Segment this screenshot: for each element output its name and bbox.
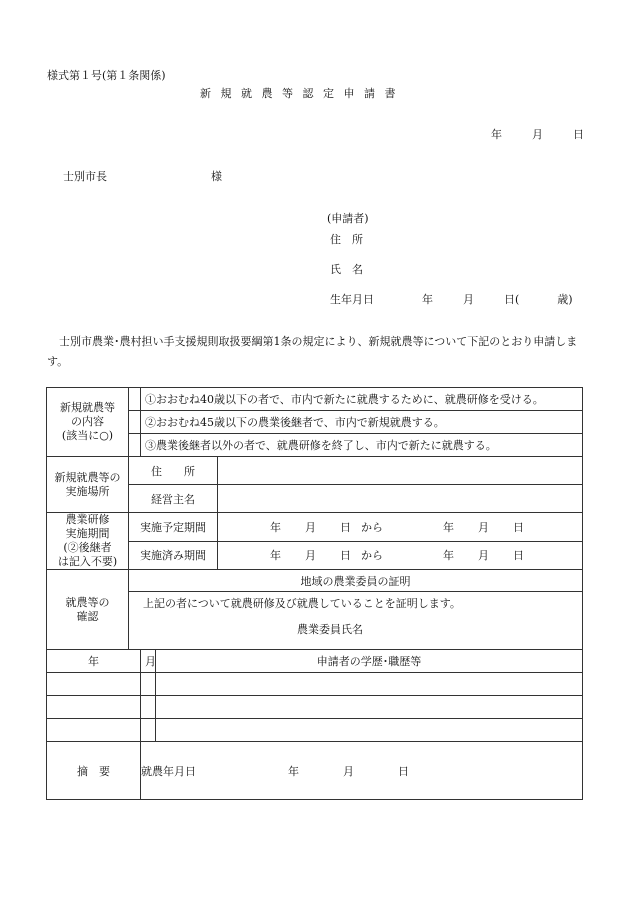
summary-label: 摘 要 bbox=[47, 742, 141, 800]
history-detail-cell[interactable] bbox=[156, 673, 583, 696]
content-option-3: ③農業後継者以外の者で、就農研修を終了し、市内で新たに就農する。 bbox=[141, 434, 583, 457]
date-month: 月 bbox=[532, 128, 543, 141]
history-detail-header: 申請者の学歴･職歴等 bbox=[156, 650, 583, 673]
history-year-header: 年 bbox=[47, 650, 141, 673]
training-label: 農業研修 実施期間 (②後継者 は記入不要) bbox=[47, 513, 129, 570]
content-option-1: ①おおむね40歳以下の者で、市内で新たに就農するために、就農研修を受ける。 bbox=[141, 388, 583, 411]
history-detail-cell[interactable] bbox=[156, 696, 583, 719]
confirm-signer: 農業委員氏名 bbox=[297, 623, 363, 636]
applicant-birthdate bbox=[330, 291, 573, 307]
birthdate-label: 生年月日 bbox=[330, 293, 374, 306]
form-number: 様式第１号(第１条関係) bbox=[47, 69, 166, 82]
content-check-2[interactable] bbox=[129, 411, 141, 434]
date-year: 年 bbox=[491, 128, 502, 141]
training-completed-dates[interactable]: 年 月 日 から 年 月 日 bbox=[218, 541, 583, 570]
addressee-honorific: 様 bbox=[211, 170, 222, 183]
location-address-label: 住 所 bbox=[129, 457, 218, 485]
history-detail-cell[interactable] bbox=[156, 719, 583, 742]
confirm-heading: 地域の農業委員の証明 bbox=[129, 570, 583, 592]
content-label: 新規就農等 の内容 (該当に○) bbox=[47, 388, 129, 457]
location-manager-label: 経営主名 bbox=[129, 485, 218, 513]
birth-age: 歳) bbox=[557, 293, 573, 306]
applicant-heading: (申請者) bbox=[327, 212, 369, 225]
history-row bbox=[47, 673, 583, 696]
document-title: 新規就農等認定申請書 bbox=[200, 87, 405, 100]
location-address-field[interactable] bbox=[218, 457, 583, 485]
content-row-1 bbox=[47, 388, 583, 411]
submission-date bbox=[491, 126, 584, 142]
birth-day: 日( bbox=[504, 293, 520, 306]
location-row-1 bbox=[47, 457, 583, 485]
content-check-3[interactable] bbox=[129, 434, 141, 457]
summary-start-date[interactable]: 就農年月日 年 月 日 bbox=[141, 742, 583, 800]
history-row bbox=[47, 719, 583, 742]
history-row bbox=[47, 696, 583, 719]
birth-month: 月 bbox=[463, 293, 474, 306]
application-table bbox=[46, 387, 583, 800]
content-option-2: ②おおむね45歳以下の農業後継者で、市内で新規就農する。 bbox=[141, 411, 583, 434]
summary-row bbox=[47, 742, 583, 800]
summary-start-label: 就農年月日 bbox=[141, 764, 196, 778]
content-check-1[interactable] bbox=[129, 388, 141, 411]
history-month-cell[interactable] bbox=[141, 673, 156, 696]
confirm-row-heading bbox=[47, 570, 583, 592]
date-day: 日 bbox=[573, 128, 584, 141]
training-completed-label: 実施済み期間 bbox=[129, 541, 218, 570]
applicant-name-label: 氏 名 bbox=[330, 263, 363, 276]
training-row-planned bbox=[47, 513, 583, 542]
history-year-cell[interactable] bbox=[47, 696, 141, 719]
addressee: 士別市長 bbox=[63, 170, 107, 183]
history-year-cell[interactable] bbox=[47, 719, 141, 742]
confirm-label: 就農等の 確認 bbox=[47, 570, 129, 650]
applicant-address-label: 住 所 bbox=[330, 233, 363, 246]
history-month-cell[interactable] bbox=[141, 719, 156, 742]
birth-year: 年 bbox=[422, 293, 433, 306]
training-planned-label: 実施予定期間 bbox=[129, 513, 218, 542]
history-header-row bbox=[47, 650, 583, 673]
training-planned-dates[interactable]: 年 月 日 から 年 月 日 bbox=[218, 513, 583, 542]
history-year-cell[interactable] bbox=[47, 673, 141, 696]
history-month-cell[interactable] bbox=[141, 696, 156, 719]
history-month-header: 月 bbox=[141, 650, 156, 673]
confirm-statement: 上記の者について就農研修及び就農していることを証明します。 bbox=[143, 597, 461, 610]
confirm-body[interactable] bbox=[129, 592, 583, 650]
location-manager-field[interactable] bbox=[218, 485, 583, 513]
location-label: 新規就農等の 実施場所 bbox=[47, 457, 129, 513]
intro-text: 士別市農業･農村担い手支援規則取扱要綱第1条の規定により、新規就農等について下記のとおり申請します。 bbox=[47, 335, 578, 368]
